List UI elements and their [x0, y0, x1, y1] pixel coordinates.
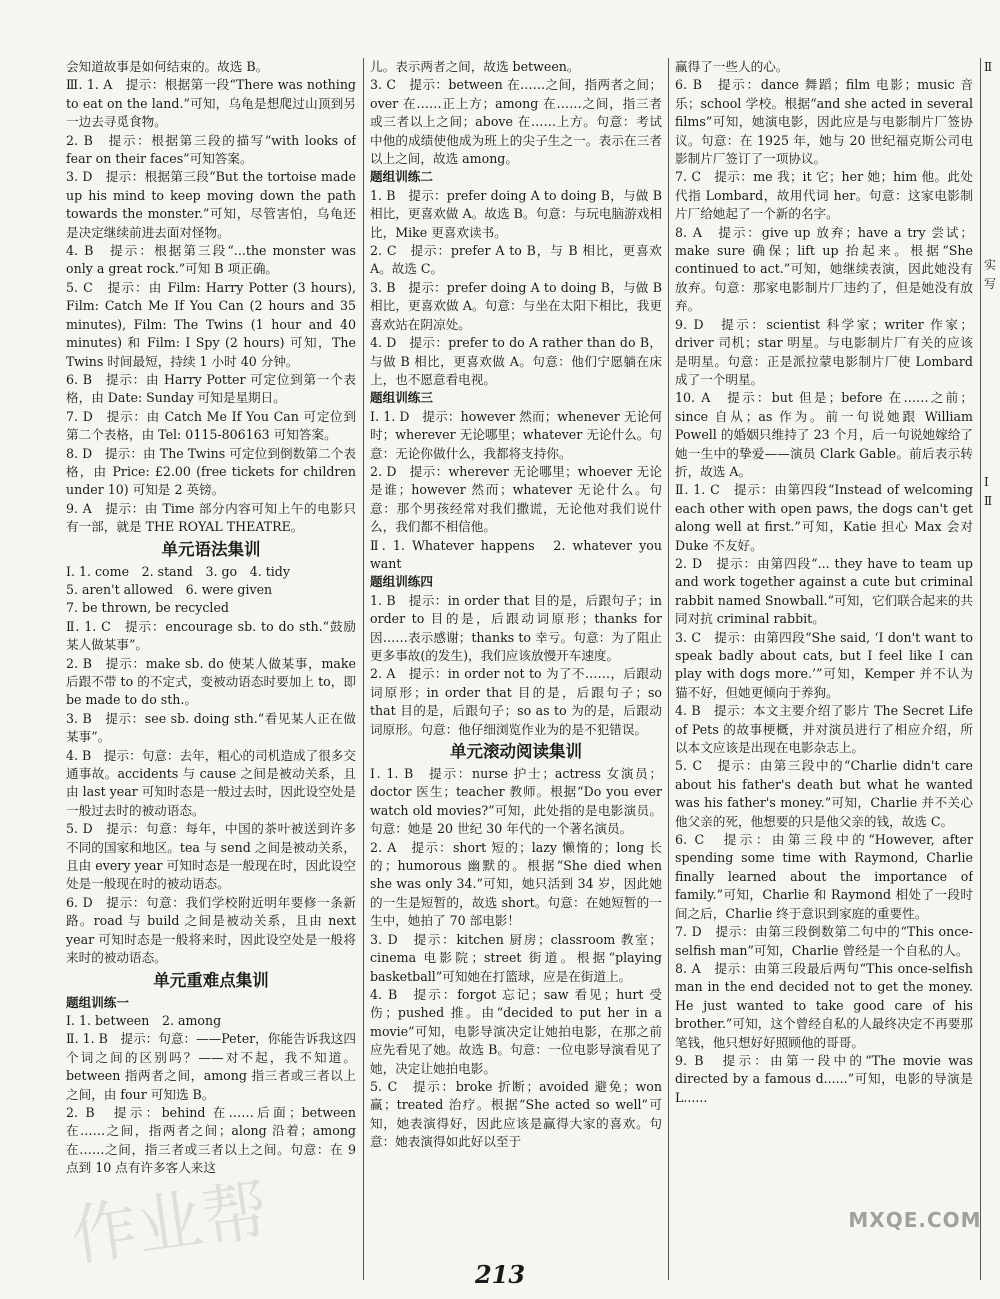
answer-item: 2. A 提示：in order not to 为了不……，后跟动词原形；in order that 目的是，后跟句子；so that 目的是，后跟句子；so as to 为的是，后跟动词原形。句意：他仔细浏览作业为的是不犯错误。 — [370, 666, 662, 737]
answer-item: Ⅱ — [984, 493, 993, 508]
answer-item: 2. B 提示：behind 在……后面；between 在……之间，指两者之间；along 沿着；among 在……之间，指三者或三者以上之间。句意：在 9 点到 10 点有许多客人来这 — [66, 1104, 356, 1176]
answer-item: 7. be thrown, be recycled — [66, 600, 229, 616]
answer-item: 2. B 提示：根据第三段的描写“with looks of fear on their faces”可知答案。 — [66, 132, 356, 167]
page-number: 213 — [474, 1260, 526, 1289]
spacer — [984, 76, 1000, 256]
answer-item: 5. aren't allowed 6. were given — [66, 581, 273, 597]
answer-item: 10. A 提示：but 但是；before 在……之前；since 自从；as 作为。前一句说她跟 William Powell 的婚姻只维持了 23 个月，后一句说她嫁给了她一生中的挚爱——演员 Clark Gable。前后表示转折，故选 A。 — [675, 390, 973, 479]
answer-item: 会知道故事是如何结束的。故选 B。 — [66, 59, 269, 74]
answer-item: Ⅲ. 1. A 提示：根据第一段“There was nothing to eat on the land.”可知，乌龟是想爬过山顶到另一边去寻觅食物。 — [66, 77, 356, 130]
answer-item: Ⅱ — [984, 60, 993, 74]
answer-column-4-cutoff — [984, 58, 1000, 1278]
answer-item: 6. B 提示：由 Harry Potter 可定位到第一个表格，由 Date: Sunday 可知是星期日。 — [66, 371, 356, 406]
answer-column-3 — [675, 58, 973, 1278]
exercise-group-heading: 题组训练二 — [370, 169, 433, 185]
answer-item: 2. D 提示：由第四段“... they have to team up and work together against a cute but criminal rabbit named Snowball.”可知，它们联合起来的共同对抗 criminal rabbit。 — [675, 555, 973, 627]
answer-item: 8. A 提示：由第三段最后两句“This once-selfish man in the end decided not to get the money. He just wanted to take good care of his brother.”可知，这个曾经自私的人最终决定不再要那笔钱，他只想好好照顾他的哥哥。 — [675, 960, 973, 1050]
answer-item: 5. C 提示：broke 折断；avoided 避免；won 赢；treated 治疗。根据“She acted so well”可知，她表演得好，因此应该是赢得大家的喜欢。句意：她表演得如此好以至于 — [370, 1078, 662, 1150]
handwriting-watermark: 作业帮 — [66, 1171, 274, 1276]
exercise-group-heading: 题组训练四 — [370, 574, 433, 590]
answer-item: 2. A 提示：short 短的；lazy 懒惰的；long 长的；humorous 幽默的。根据“She died when she was only 34.”可知，她只活到 34 岁，因此她的一生是短暂的，故选 short。句意：在她短暂的一生中，她拍了 70 部电影！ — [370, 839, 662, 929]
answer-item: 3. D 提示：kitchen 厨房；classroom 教室；cinema 电影院；street 街道。根据“playing basketball”可知她在打篮球，应是在街道上。 — [370, 931, 662, 984]
answer-item: Ⅱ. 1. C 提示：encourage sb. to do sth.“鼓励某人做某事”。 — [66, 618, 356, 653]
answer-item: Ⅰ. 1. come 2. stand 3. go 4. tidy — [66, 563, 290, 579]
answer-column-1 — [66, 58, 356, 1278]
section-heading: 单元重难点集训 — [153, 970, 269, 990]
answer-item: 赢得了一些人的心。 — [675, 59, 789, 74]
answer-item: 5. C 提示：由 Film: Harry Potter (3 hours), Film: Catch Me If You Can (2 hours and 35 minutes), Film: The Twins (1 hour and 40 minutes) 和 Film: I Spy (2 hours) 可知，The Twins 时间最短，持续 1 小时 40 分钟。 — [66, 279, 356, 369]
answer-item: 4. B 提示：本文主要介绍了影片 The Secret Life of Pets 的故事梗概，并对演员进行了相应介绍，所以本文应该是出现在电影杂志上。 — [675, 703, 973, 756]
answer-item: 2. D 提示：wherever 无论哪里；whoever 无论是谁；however 然而；whatever 无论什么。句意：那个男孩经常对我们撒谎，无论他对我们说什么，我们都不相信他。 — [370, 463, 662, 535]
answer-item: 3. C 提示：between 在……之间，指两者之间；over 在……正上方；among 在……之间，指三者或三者以上之间；above 在……上方。句意：考试中他的成绩使他成为班上的尖子生之一。表示在三者以上之间，故选 among。 — [370, 77, 662, 167]
answer-item: 8. A 提示：give up 放弃；have a try 尝试；make sure 确保；lift up 抬起来。根据“She continued to act.”可知，她继续表演，因此她没有放弃。句意：那家电影制片厂违约了，但是她没有放弃。 — [675, 224, 973, 314]
answer-item: 1. B 提示：prefer doing A to doing B，与做 B 相比，更喜欢做 A。故选 B。句意：与玩电脑游戏相比，Mike 更喜欢读书。 — [370, 187, 662, 240]
column-divider — [668, 58, 669, 1280]
answer-item: 9. B 提示：由第一段中的“The movie was directed by a famous d......”可知，电影的导演是 L...... — [675, 1052, 973, 1105]
answer-item: 4. B 提示：根据第三段“...the monster was only a great rock.”可知 B 项正确。 — [66, 243, 356, 277]
answer-item: 9. A 提示：由 Time 部分内容可知上午的电影只有一部，就是 THE ROYAL THEATRE。 — [66, 500, 356, 535]
answer-item: Ⅰ. 1. B 提示：nurse 护士；actress 女演员；doctor 医生；teacher 教师。根据“Do you ever watch old movies?”可知，此处指的是电影演员。句意：她是 20 世纪 30 年代的一个著名演员。 — [370, 766, 662, 837]
answer-item: 3. C 提示：由第四段“She said, ‘I don't want to speak badly about cats, but I feel like I can play with dogs more.’”可知，Kemper 并不认为猫不好，但她更倾向于养狗。 — [675, 629, 973, 700]
answer-item: 2. B 提示：make sb. do 使某人做某事，make 后跟不带 to 的不定式，变被动语态时要加上 to，即 be made to do sth.。 — [66, 655, 356, 708]
answer-item: 5. D 提示：句意：每年，中国的茶叶被送到许多不同的国家和地区。tea 与 send 之间是被动关系，且由 every year 可知时态是一般现在时，因此设空处是一般现在时的被动语态。 — [66, 821, 356, 892]
answer-item: 写 — [984, 276, 997, 291]
answer-item: 5. C 提示：由第三段中的“Charlie didn't care about his father's death but what he wanted was his father's money.”可知，Charlie 并不关心他父亲的死，他想要的只是他父亲的钱，故选 C。 — [675, 758, 973, 829]
column-divider — [980, 58, 981, 1280]
answer-item: 4. B 提示：句意：去年，粗心的司机造成了很多交通事故。accidents 与 cause 之间是被动关系，且由 last year 可知时态是一般过去时，因此设空处是一般过去时的被动语态。 — [66, 747, 356, 818]
section-heading: 单元语法集训 — [161, 539, 261, 559]
answer-item: Ⅰ. 1. between 2. among — [66, 1012, 222, 1028]
answer-item: 6. C 提示：由第三段中的“However, after spending some time with Raymond, Charlie finally learned about the importance of family.”可知，Charlie 和 Raymond 相处了一段时间之后，Charlie 终于意识到家庭的重要性。 — [675, 832, 973, 921]
answer-item: 3. B 提示：prefer doing A to doing B，与做 B 相比，更喜欢做 A。句意：与坐在太阳下相比，我更喜欢站在阴凉处。 — [370, 279, 662, 332]
answer-item: 3. B 提示：see sb. doing sth.“看见某人正在做某事”。 — [66, 710, 356, 745]
answer-item: Ⅱ. 1. C 提示：由第四段“Instead of welcoming each other with open paws, the dogs can't get along well at first.”可知，Katie 担心 Max 会对 Duke 不友好。 — [675, 482, 973, 553]
answer-column-2 — [370, 58, 662, 1278]
answer-item: Ⅰ — [984, 475, 989, 490]
answer-item: 3. D 提示：根据第三段“But the tortoise made up his mind to keep moving down the path towards the monster.”可知，尽管害怕，乌龟还是决定继续前进去面对怪物。 — [66, 169, 356, 240]
answer-item: 9. D 提示：scientist 科学家；writer 作家；driver 司机；star 明星。与电影制片厂有关的应该是明星。句意：正是派拉蒙电影制片厂使 Lombard 成了一个明星。 — [675, 316, 973, 387]
answer-item: 8. D 提示：由 The Twins 可定位到倒数第二个表格，由 Price: £2.00 (free tickets for children under 10) 可知是 2 英镑。 — [66, 445, 356, 498]
answer-item: 4. D 提示：prefer to do A rather than do B，与做 B 相比，更喜欢做 A。句意：他们宁愿躺在床上，也不愿意看电视。 — [370, 335, 662, 387]
answer-item: 实 — [984, 258, 997, 273]
watermark-url: MXQE.COM — [848, 1208, 982, 1232]
spacer — [984, 293, 1000, 473]
answer-item: 1. B 提示：in order that 目的是，后跟句子；in order to 目的是，后跟动词原形；thanks for 因……表示感谢；thanks to 幸亏。句意：为了阻止更多事故(的发生)，我们应该放慢开车速度。 — [370, 592, 662, 663]
answer-item: 7. C 提示：me 我；it 它；her 她；him 他。此处代指 Lombard，故用代词 her。句意：这家电影制片厂给她起了一个新的名字。 — [675, 169, 973, 222]
answer-item: 4. B 提示：forgot 忘记；saw 看见；hurt 受伤；pushed 推。由“decided to put her in a movie”可知，电影导演决定让她拍电影，在那之前应先看见了她。故选 B。句意：一位电影导演看见了她，决定让她拍电影。 — [370, 986, 662, 1076]
answer-item: 7. D 提示：由 Catch Me If You Can 可定位到第二个表格，由 Tel: 0115-806163 可知答案。 — [66, 408, 356, 443]
exercise-group-heading: 题组训练三 — [370, 390, 433, 406]
section-heading: 单元滚动阅读集训 — [450, 742, 582, 762]
column-divider — [363, 58, 364, 1280]
answer-item: 7. D 提示：由第三段倒数第二句中的“This once-selfish man”可知，Charlie 曾经是一个自私的人。 — [675, 924, 973, 958]
answer-item: Ⅰ. 1. D 提示：however 然而；whenever 无论何时；wherever 无论哪里；whatever 无论什么。句意：无论你做什么，我都将支持你。 — [370, 408, 662, 461]
answer-item: 2. C 提示：prefer A to B，与 B 相比，更喜欢 A。故选 C。 — [370, 243, 662, 277]
answer-item: Ⅱ. 1. B 提示：句意：——Peter，你能告诉我这四个词之间的区别吗？——对不起，我不知道。between 指两者之间，among 指三者或三者以上之间，由 four 可知选 B。 — [66, 1031, 356, 1102]
answer-item: 儿。表示两者之间，故选 between。 — [370, 59, 580, 74]
answer-item: Ⅱ. 1. Whatever happens 2. whatever you want — [370, 537, 662, 571]
answer-item: 6. D 提示：句意：我们学校附近明年要修一条新路。road 与 build 之间是被动关系，且由 next year 可知时态是一般将来时，因此设空处是一般将来时的被动语态。 — [66, 894, 356, 966]
answer-item: 6. B 提示：dance 舞蹈；film 电影；music 音乐；school 学校。根据“and she acted in several films”可知，她演电影，因此应是与电影制片厂签协议。句意：在 1925 年，她与 20 世纪福克斯公司电影制片厂签订了一项协议。 — [675, 77, 973, 167]
exercise-group-heading: 题组训练一 — [66, 994, 129, 1010]
